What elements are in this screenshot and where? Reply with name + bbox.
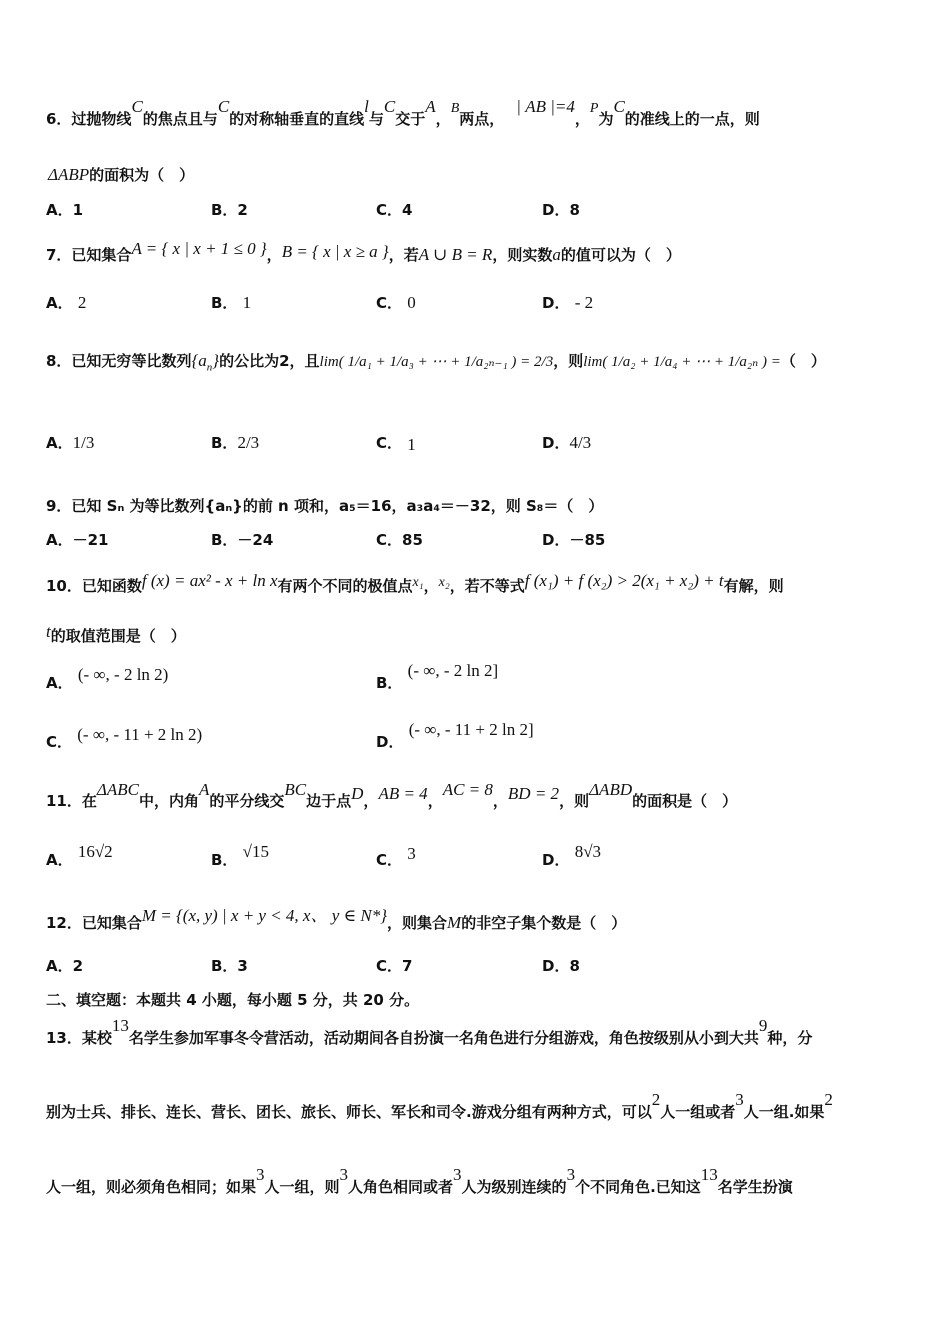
q7-text: ，则实数 <box>492 246 553 264</box>
q8-text: ，则 <box>553 352 584 370</box>
q13-number: 3 <box>256 1165 265 1184</box>
q6-text: 为 <box>598 110 614 128</box>
q13-number: 2 <box>824 1090 833 1109</box>
q6-var: C <box>217 97 230 116</box>
option-a[interactable] <box>46 412 95 452</box>
q10-function: f (x) = ax² - x + ln x <box>141 571 278 590</box>
q6-var: C <box>131 97 143 116</box>
option-value: 2/3 <box>237 433 260 452</box>
q13-text: 名学生扮演 <box>717 1178 793 1196</box>
option-c[interactable] <box>376 292 416 313</box>
q7-text: ， <box>266 246 282 264</box>
option-label: D． <box>542 294 570 312</box>
option-value: 3 <box>407 844 416 863</box>
q8-seq-close: } <box>212 351 220 370</box>
option-a[interactable] <box>46 292 86 313</box>
option-label: B． <box>211 434 238 452</box>
option-a[interactable] <box>46 842 113 870</box>
option-a[interactable] <box>46 665 169 693</box>
option-label: C． <box>376 294 403 312</box>
q10-text: 有两个不同的极值点 <box>277 577 413 595</box>
q12-var: M <box>447 913 462 932</box>
option-b[interactable]: B．－24 <box>211 531 274 549</box>
option-d[interactable]: D．8 <box>542 201 580 219</box>
option-label: C． <box>376 851 403 869</box>
q6-ab-condition: | AB |=4 <box>516 97 575 116</box>
option-label: D． <box>542 434 570 452</box>
option-label: A． <box>46 294 73 312</box>
q6-text: 的对称轴垂直的直线 <box>229 110 365 128</box>
q9-line: 9．已知 Sₙ 为等比数列{aₙ}的前 n 项和，a₅＝16，a₃a₄＝－32，则 S₈＝（ ） <box>46 497 604 515</box>
q12-text: 的非空子集个数是（ ） <box>461 914 627 932</box>
q8-limit-1: lim( 1/a₁ + 1/a₃ + ⋯ + 1/a₂ₙ₋₁ ) = 2/3 <box>319 354 554 370</box>
q7-text: 的值可以为（ ） <box>560 246 681 264</box>
q6-line1 <box>46 97 910 129</box>
q10-text: ， <box>423 577 439 595</box>
q6-text: 的面积为（ ） <box>89 166 195 184</box>
q13-number: 3 <box>339 1165 349 1184</box>
q13-text: 人一组，则必须角色相同；如果 <box>46 1178 257 1196</box>
option-label: B． <box>211 294 238 312</box>
q8-text: （ ） <box>780 352 826 370</box>
q13-number: 9 <box>758 1016 768 1035</box>
option-value: (- ∞, - 11 + 2 ln 2] <box>408 720 534 739</box>
option-c[interactable] <box>376 844 416 870</box>
q11-text: 的平分线交 <box>209 792 285 810</box>
option-value: (- ∞, - 2 ln 2) <box>77 665 169 684</box>
q6-text: ， <box>574 110 590 128</box>
q11-text: 边于点 <box>306 792 352 810</box>
option-c[interactable]: C．85 <box>376 531 423 549</box>
option-value: 16√2 <box>77 842 113 861</box>
q13-number: 3 <box>453 1165 462 1184</box>
q12-text: ，则集合 <box>387 914 448 932</box>
option-b[interactable] <box>211 292 251 313</box>
q7-text: 7．已知集合 <box>46 246 132 264</box>
option-label: A． <box>46 434 73 452</box>
q13-text: 13．某校 <box>46 1029 112 1047</box>
q13-line3 <box>46 1165 910 1197</box>
q8-seq-sub: n <box>206 361 213 374</box>
q12-line <box>46 908 910 933</box>
option-value: 4/3 <box>569 433 592 452</box>
q11-text: ， <box>492 792 508 810</box>
q8-text: 的公比为2，且 <box>219 352 320 370</box>
q10-var: x₂ <box>438 575 450 590</box>
q6-text: 的准线上的一点，则 <box>624 110 760 128</box>
q6-line2 <box>48 164 910 185</box>
q13-line2 <box>46 1090 910 1122</box>
option-b[interactable]: B．2 <box>211 201 248 219</box>
q11-text: ， <box>363 792 379 810</box>
q11-triangle: ΔABC <box>96 780 139 799</box>
q11-text: 中，内角 <box>138 792 199 810</box>
option-a[interactable]: A．2 <box>46 957 84 975</box>
q10-var: t <box>46 622 51 641</box>
q7-union: A ∪ B = R <box>418 245 493 264</box>
q13-text: 名学生参加军事冬令营活动，活动期间各自扮演一名角色进行分组游戏，角色按级别从小到大共 <box>128 1029 759 1047</box>
q6-text: 交于 <box>395 110 426 128</box>
option-d[interactable] <box>542 292 593 313</box>
option-value: √15 <box>242 842 270 861</box>
q7-line <box>46 239 910 265</box>
q8-line <box>46 350 910 373</box>
q11-text: 的面积是（ ） <box>632 792 738 810</box>
q13-text: 个不同角色.已知这 <box>575 1178 701 1196</box>
q11-var: BC <box>284 780 307 799</box>
q11-line <box>46 780 910 811</box>
option-value: 1/3 <box>72 433 95 452</box>
option-label: A． <box>46 851 73 869</box>
q8-limit-2: lim( 1/a₂ + 1/a₄ + ⋯ + 1/a₂ₙ ) = <box>583 354 781 370</box>
q13-number: 3 <box>566 1165 576 1184</box>
q12-text: 12．已知集合 <box>46 914 142 932</box>
q8-text: 8．已知无穷等比数列 <box>46 352 192 370</box>
option-label: B． <box>211 851 238 869</box>
q7-set-a: A = { x | x + 1 ≤ 0 } <box>131 239 267 258</box>
q6-var: C <box>613 97 625 116</box>
q10-text: 的取值范围是（ ） <box>50 627 186 645</box>
option-d[interactable]: D．8 <box>542 957 580 975</box>
option-c[interactable]: C．4 <box>376 201 413 219</box>
option-value: 2 <box>77 293 87 312</box>
option-value: 8√3 <box>574 842 602 861</box>
q11-text: 11．在 <box>46 792 97 810</box>
q6-text: 6．过抛物线 <box>46 110 132 128</box>
q13-number: 2 <box>651 1090 661 1109</box>
q13-number: 13 <box>111 1016 129 1035</box>
option-label: C． <box>46 733 73 751</box>
option-b[interactable] <box>211 842 270 870</box>
option-d[interactable]: D．－85 <box>542 531 606 549</box>
q11-text: ，则 <box>559 792 590 810</box>
option-a[interactable]: A．－21 <box>46 531 109 549</box>
option-a[interactable]: A．1 <box>46 201 84 219</box>
q10-line1 <box>46 571 910 596</box>
q11-triangle-2: ΔABD <box>589 780 633 799</box>
q6-var: B <box>450 101 460 116</box>
option-value: (- ∞, - 2 ln 2] <box>407 661 499 680</box>
q7-text: ，若 <box>388 246 419 264</box>
q11-ac: AC = 8 <box>442 780 493 799</box>
q13-text: 人一组.如果 <box>743 1103 825 1121</box>
q7-var: a <box>552 245 561 264</box>
option-value: 0 <box>407 293 416 312</box>
q10-line2 <box>46 622 910 646</box>
option-c[interactable] <box>376 412 416 454</box>
q13-text: 人为级别连续的 <box>461 1178 567 1196</box>
q8-seq-open: {a <box>191 351 207 370</box>
q6-text: 与 <box>368 110 384 128</box>
option-b[interactable] <box>376 661 499 693</box>
option-label: D． <box>376 733 404 751</box>
option-label: D． <box>542 851 570 869</box>
q11-bd: BD = 2 <box>507 784 560 803</box>
option-value: 1 <box>407 435 416 454</box>
section-heading: 二、填空题：本题共 4 小题，每小题 5 分，共 20 分。 <box>46 991 420 1009</box>
option-label: B． <box>376 674 403 692</box>
q6-var: A <box>425 97 436 116</box>
q13-number: 13 <box>700 1165 718 1184</box>
q13-text: 人一组或者 <box>660 1103 736 1121</box>
q13-line1 <box>46 1016 910 1048</box>
q13-number: 3 <box>735 1090 744 1109</box>
q11-ab: AB = 4 <box>378 784 428 803</box>
option-label: A． <box>46 674 73 692</box>
q6-text: ， <box>435 110 451 128</box>
q10-text: 有解，则 <box>723 577 784 595</box>
q6-triangle: ΔABP <box>48 165 90 184</box>
q6-text: 的焦点且与 <box>142 110 218 128</box>
option-d[interactable] <box>542 842 602 870</box>
q11-var: D <box>351 784 364 803</box>
q10-var: x₁ <box>412 575 424 590</box>
q6-var: C <box>383 97 396 116</box>
option-c[interactable] <box>46 725 203 752</box>
q8-sequence <box>191 351 220 374</box>
q6-var: P <box>589 101 599 116</box>
option-label: C． <box>376 434 403 452</box>
q10-inequality: f (x₁) + f (x₂) > 2(x₁ + x₂) + t <box>524 571 724 590</box>
option-b[interactable] <box>211 412 260 452</box>
q12-set: M = {(x, y) | x + y < 4, x、 y ∈ N*} <box>141 906 387 925</box>
option-b[interactable]: B．3 <box>211 957 248 975</box>
option-c[interactable]: C．7 <box>376 957 413 975</box>
option-value: (- ∞, - 11 + 2 ln 2) <box>77 725 203 744</box>
q11-var: A <box>198 780 210 799</box>
option-value: 1 <box>242 293 252 312</box>
q11-text: ， <box>427 792 443 810</box>
q13-text: 别为士兵、排长、连长、营长、团长、旅长、师长、军长和司令.游戏分组有两种方式，可以 <box>46 1103 652 1121</box>
q10-text: 10．已知函数 <box>46 577 142 595</box>
q10-text: ，若不等式 <box>449 577 525 595</box>
q13-text: 人一组，则 <box>264 1178 340 1196</box>
q6-var: l <box>364 97 369 116</box>
q13-text: 人角色相同或者 <box>348 1178 454 1196</box>
option-d[interactable] <box>542 412 592 452</box>
q7-set-b: B = { x | x ≥ a } <box>281 242 389 261</box>
q13-text: 种，分 <box>767 1029 813 1047</box>
option-d[interactable] <box>376 720 534 752</box>
option-value: - 2 <box>574 293 594 312</box>
q6-text: 两点， <box>459 110 505 128</box>
